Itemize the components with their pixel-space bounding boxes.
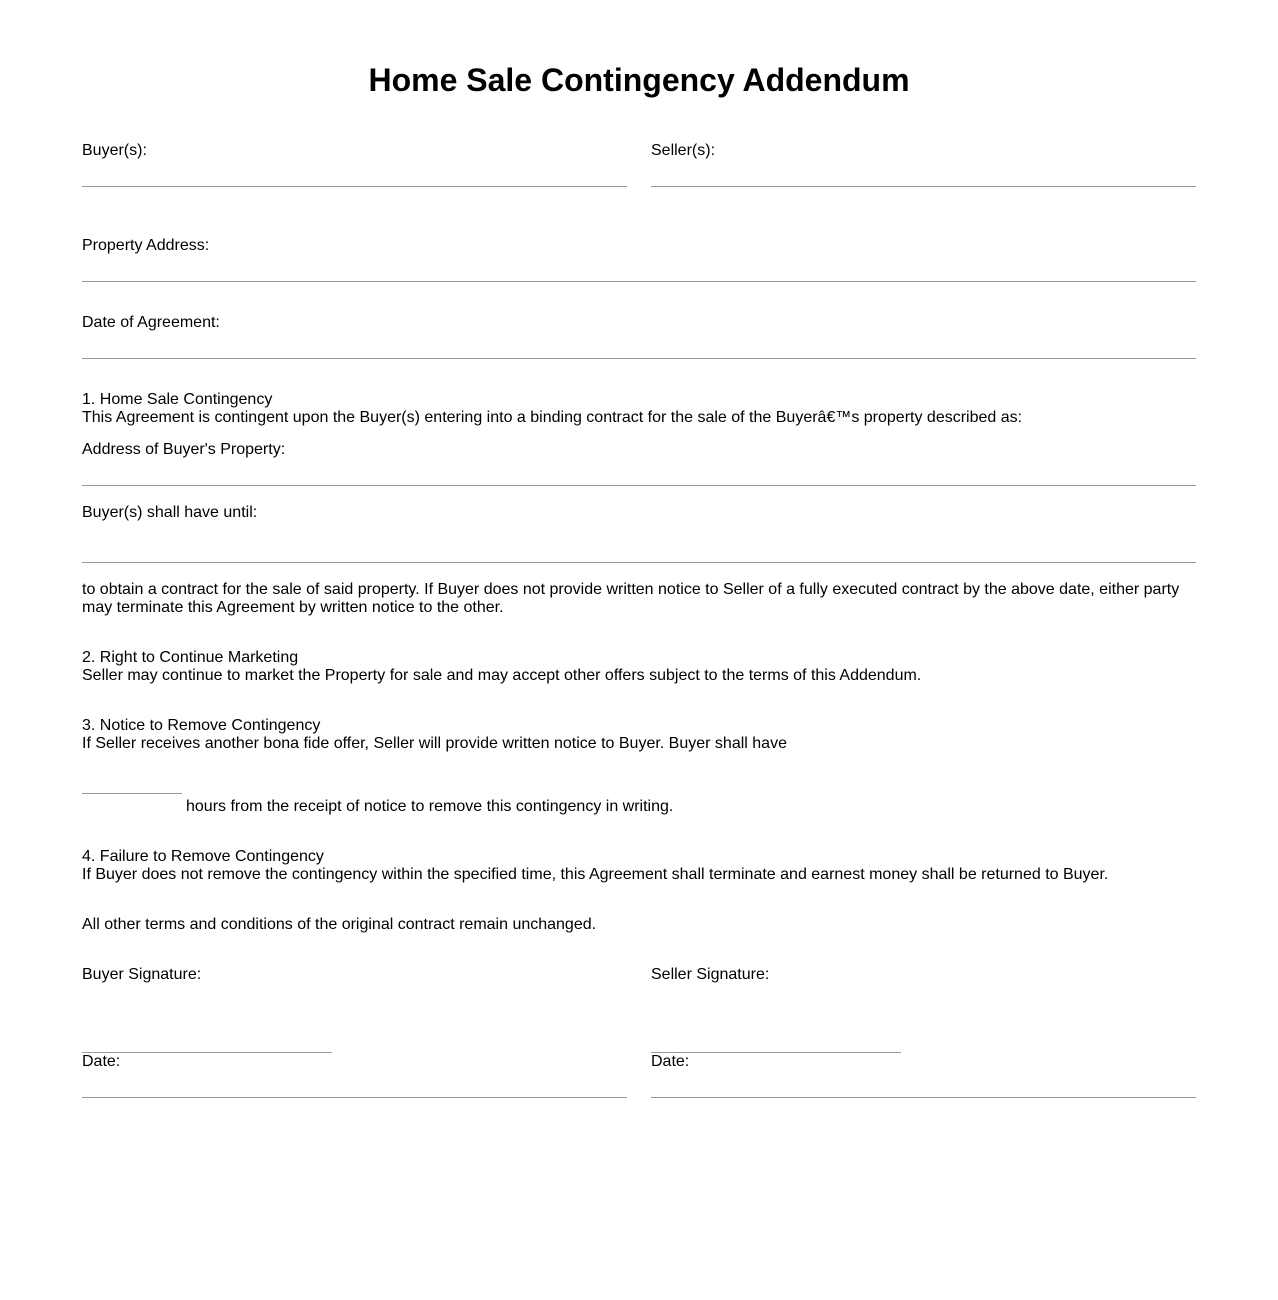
buyers-input[interactable]	[82, 156, 627, 187]
date-of-agreement-input[interactable]	[82, 328, 1196, 359]
property-address-label: Property Address:	[82, 237, 210, 254]
section-notice-to-remove-contingency	[82, 717, 1196, 753]
seller-signature-label: Seller Signature:	[651, 966, 770, 983]
section-home-sale-contingency	[82, 391, 1196, 427]
buyer-deadline-label: Buyer(s) shall have until:	[82, 504, 258, 521]
section-body: If Seller receives another bona fide offer, Seller will provide written notice to Buyer. Buyer shall have	[82, 735, 787, 752]
hours-text: hours from the receipt of notice to remove this contingency in writing.	[186, 798, 674, 815]
section-failure-to-remove-contingency	[82, 848, 1196, 884]
section-1-continuation: to obtain a contract for the sale of said property. If Buyer does not provide written notice to Seller of a fully executed contract by the above date, either party may terminate this Agreement by written notice to the other.	[82, 581, 1180, 616]
section-heading: 2. Right to Continue Marketing	[82, 649, 299, 666]
buyer-property-address-input[interactable]	[82, 455, 1196, 486]
section-heading: 4. Failure to Remove Contingency	[82, 848, 324, 865]
document-title: Home Sale Contingency Addendum	[368, 62, 910, 98]
closing-statement: All other terms and conditions of the original contract remain unchanged.	[82, 916, 597, 933]
property-address-input[interactable]	[82, 251, 1196, 282]
section-heading: 3. Notice to Remove Contingency	[82, 717, 321, 734]
section-heading: 1. Home Sale Contingency	[82, 391, 273, 408]
seller-date-input[interactable]	[651, 1067, 1196, 1098]
date-of-agreement-label: Date of Agreement:	[82, 314, 220, 331]
section-right-to-continue-marketing	[82, 649, 1196, 685]
buyer-signature-label: Buyer Signature:	[82, 966, 202, 983]
buyers-label: Buyer(s):	[82, 142, 147, 159]
buyer-date-input[interactable]	[82, 1067, 627, 1098]
section-body: If Buyer does not remove the contingency within the specified time, this Agreement shall terminate and earnest money shall be returned to Buyer.	[82, 866, 1109, 883]
hours-input[interactable]	[82, 763, 182, 794]
buyer-deadline-input[interactable]	[82, 532, 1196, 563]
section-body: Seller may continue to market the Property for sale and may accept other offers subject to the terms of this Addendum.	[82, 667, 922, 684]
buyer-date-label: Date:	[82, 1053, 121, 1070]
buyer-property-address-label: Address of Buyer's Property:	[82, 441, 286, 458]
section-body: This Agreement is contingent upon the Buyer(s) entering into a binding contract for the sale of the Buyerâ€™s property described as:	[82, 409, 1023, 426]
sellers-label: Seller(s):	[651, 142, 716, 159]
seller-date-label: Date:	[651, 1053, 690, 1070]
sellers-input[interactable]	[651, 156, 1196, 187]
